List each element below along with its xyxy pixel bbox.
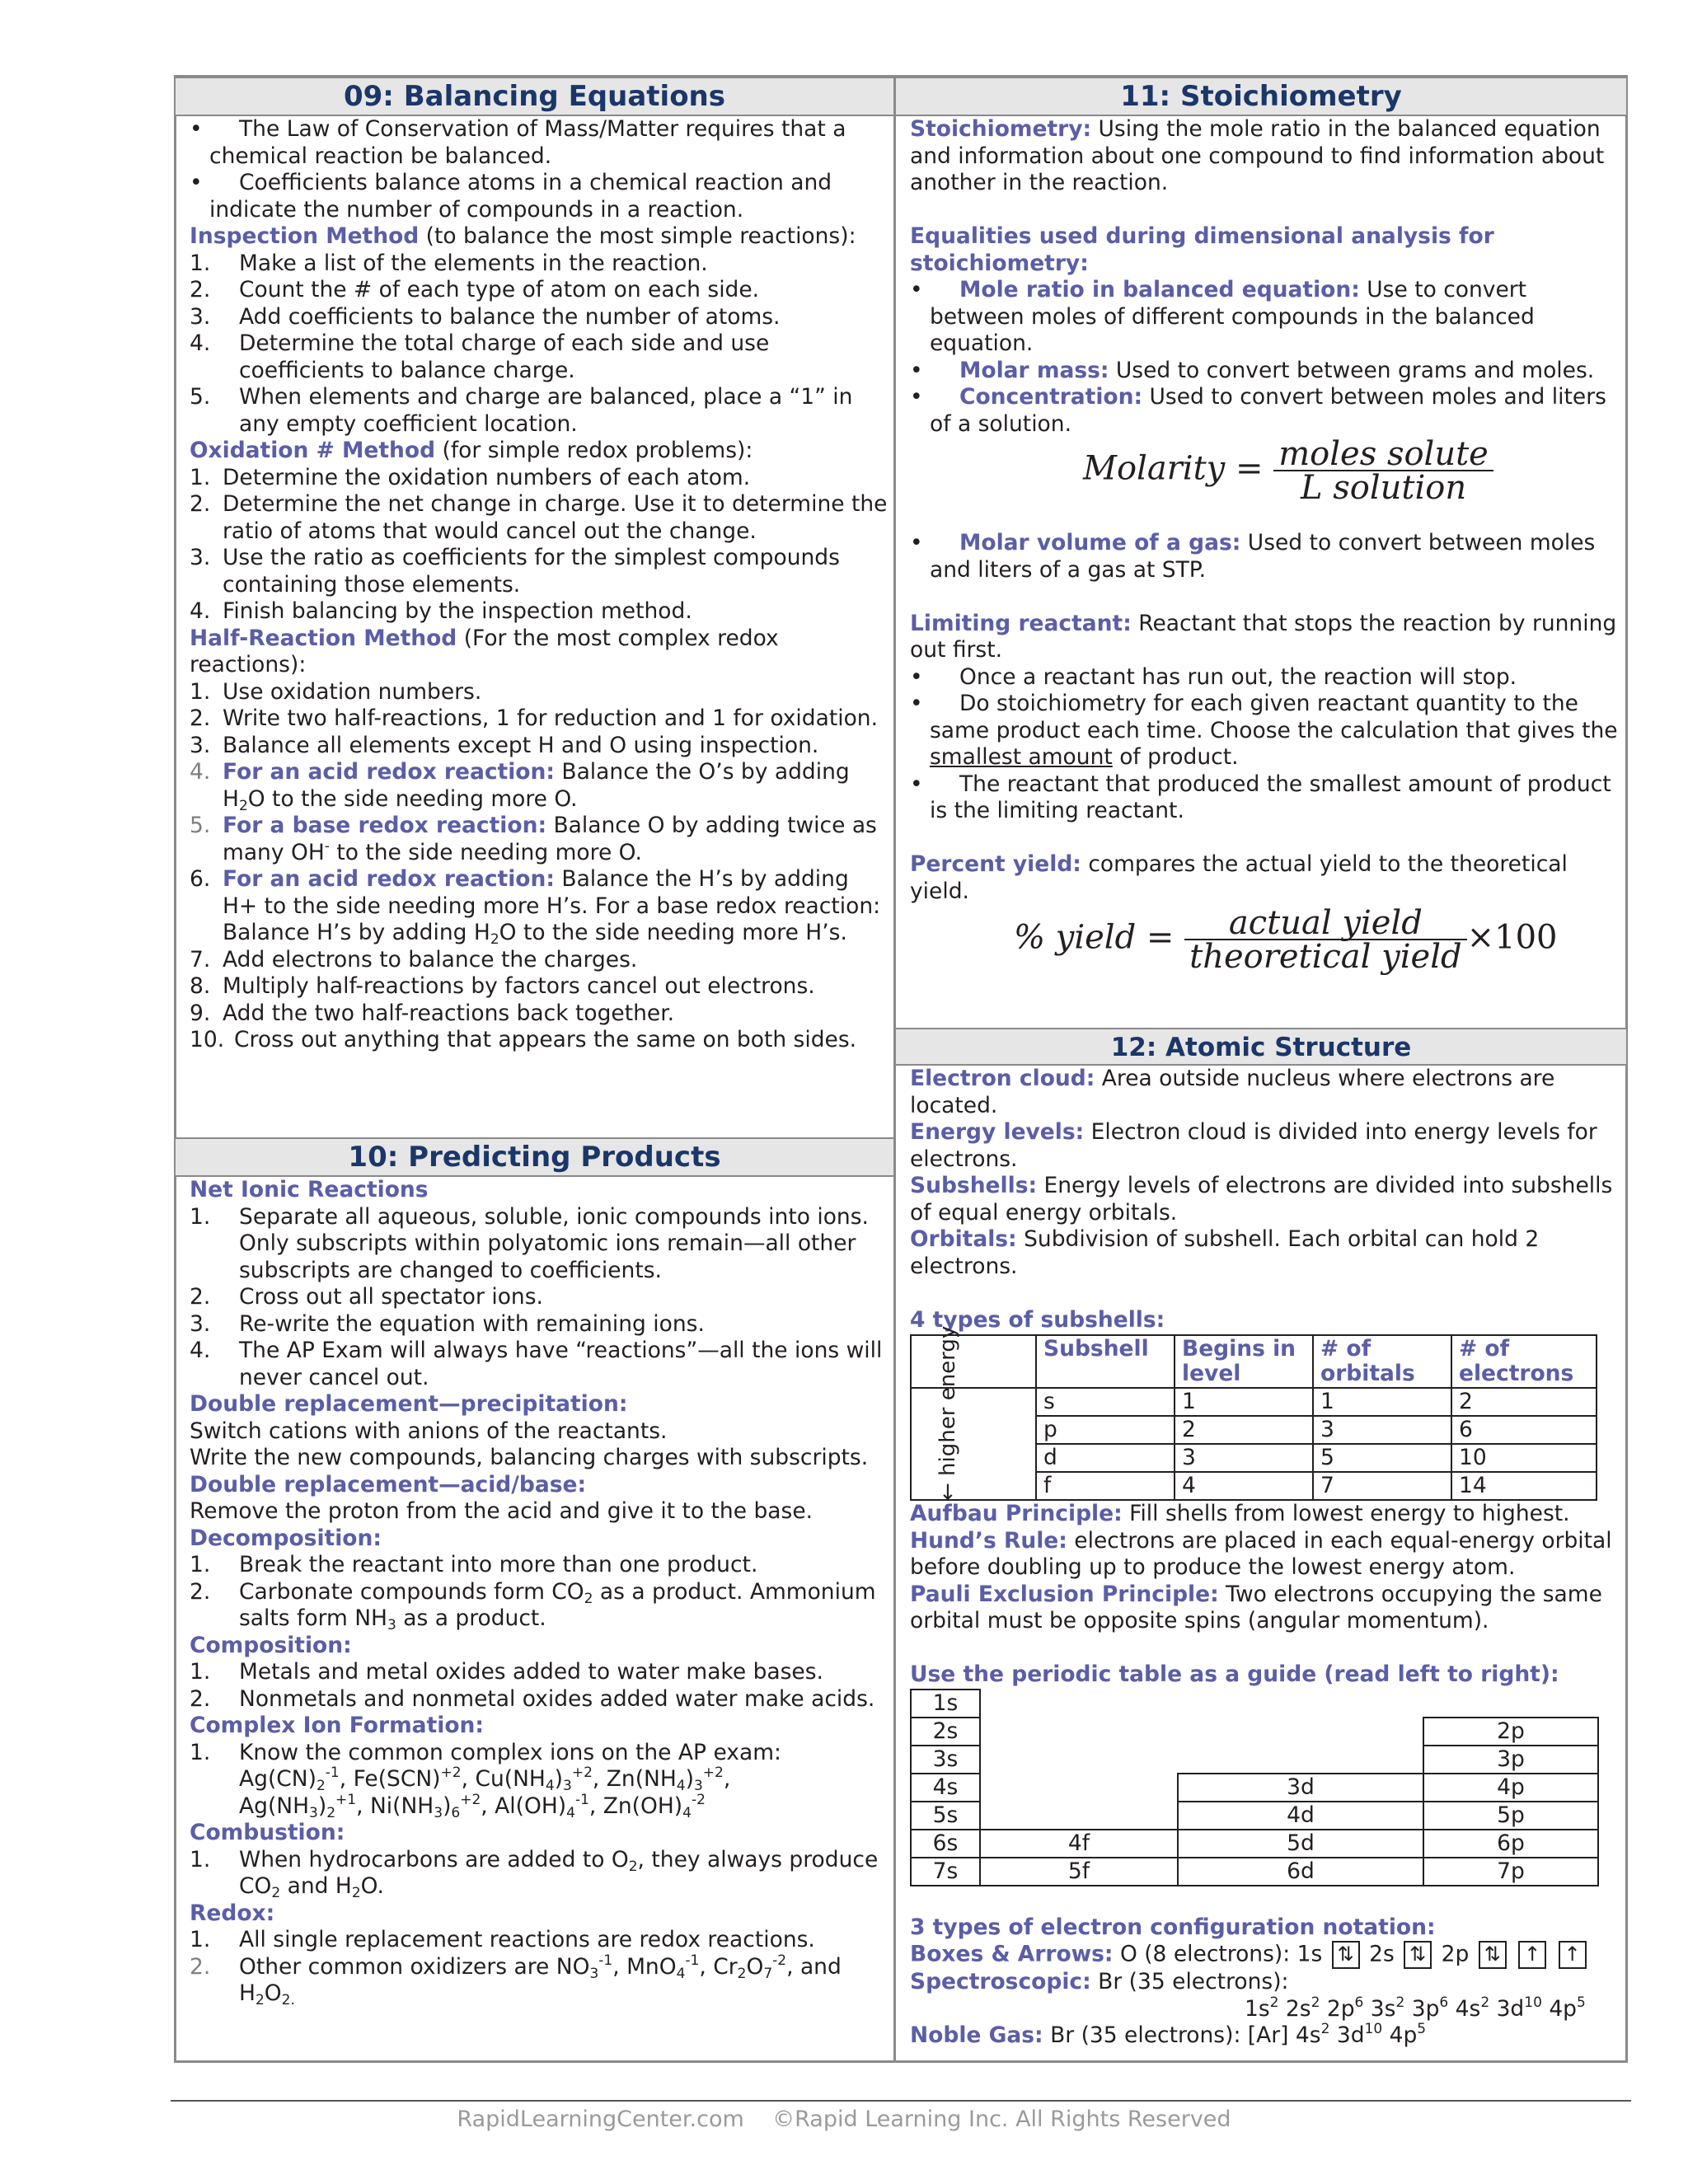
section-10-body — [190, 1177, 890, 2008]
section-11-body — [910, 116, 1620, 1001]
list-item: 2. Other common oxidizers are $NO_3^{-1}$, MnO$_4^{-1}$, $Cr_2O_7^{-2}$, and $H_2O_{2.}$ — [190, 1952, 842, 2008]
noble-gas-line: Noble Gas: Br (35 electrons): [Ar] $4s^2$ $3d^{10}$ $4p^5$ — [910, 2021, 1427, 2048]
list-item: 5. When elements and charge are balanced, place a “1” in any empty coefficient location. — [190, 384, 853, 437]
molarity-equation: Molarity = $\frac{\text{moles solute}}{\text{L solution}}$ — [910, 438, 1620, 530]
orbital-box-icon: ↑ — [1559, 1941, 1587, 1969]
table-row: 3s 3p — [911, 1746, 1598, 1774]
orbital-box-icon: ⇅ — [1404, 1941, 1432, 1969]
bullet-item: • The Law of Conservation of Mass/Matter requires that a chemical reaction be balanced. — [190, 116, 846, 169]
list-item: 2. Nonmetals and nonmetal oxides added water make acids. — [190, 1685, 875, 1712]
bullet-item: • Mole ratio in balanced equation: Use to convert between moles of different compounds in the balanced equation. — [910, 277, 1535, 356]
list-item: 1. Metals and metal oxides added to water make bases. — [190, 1659, 823, 1685]
footer-rule — [171, 2100, 1631, 2102]
bullet-item: • Concentration: Used to convert between moles and liters of a solution. — [910, 384, 1606, 437]
section-09-header — [176, 77, 893, 116]
section-10-title: 10: Predicting Products — [348, 1141, 721, 1174]
list-item: 1. Make a list of the elements in the reaction. — [190, 250, 708, 276]
list-item: 2. Cross out all spectator ions. — [190, 1284, 543, 1310]
pauli-def: Pauli Exclusion Principle: Two electrons occupying the same orbital must be opposite spins (angular momentum). — [910, 1581, 1602, 1633]
electron-cloud-def: Electron cloud: Area outside nucleus where electrons are located. — [910, 1066, 1555, 1118]
periodic-guide-heading: Use the periodic table as a guide (read left to right): — [910, 1661, 1559, 1687]
list-item: 3. Re-write the equation with remaining ions. — [190, 1310, 705, 1337]
combustion-heading: Combustion: — [190, 1820, 345, 1845]
inspection-heading: Inspection Method (to balance the most simple reactions): — [190, 223, 856, 249]
orbital-box-icon: ↑ — [1518, 1941, 1546, 1969]
table-row: 6s 4f 5d 6p — [911, 1830, 1598, 1858]
table-row: d 3 5 10 — [911, 1444, 1597, 1472]
text-line: Switch cations with anions of the reactants. — [190, 1418, 668, 1444]
list-item: 6. For an acid redox reaction: Balance the H’s by adding H+ to the side needing more H’s. For a base redox reaction: Balance H’s by adding $H_2O$ to the side needing more H’s. — [190, 866, 881, 948]
section-12-header — [896, 1028, 1626, 1066]
bullet-item: • Once a reactant has run out, the reaction will stop. — [910, 663, 1517, 690]
complex-ion-formulas: $Ag(CN)_2^{-1}$, Fe(SCN)$^{+2}$, $Cu(NH_4)_3^{+2}$, $Zn(NH_4)_3^{+2}$, $Ag(NH_3)_2^{+1}$, $Ni(NH_3)_6^{+2}$, $Al(OH)_4^{-1}$, $Zn(OH)_4^{-2}$ — [239, 1765, 731, 1821]
list-item: 2. Write two half-reactions, 1 for reduction and 1 for oxidation. — [190, 705, 879, 731]
spectroscopic-config: $1s^2$ $2s^2$ $2p^6$ $3s^2$ $3p^6$ $4s^2$ $3d^{10}$ $4p^5$ — [1245, 1994, 1586, 2022]
footer — [0, 2107, 1688, 2132]
section-09-body — [190, 116, 890, 1054]
list-item: 4. For an acid redox reaction: Balance the O’s by adding $H_2O$ to the side needing more O. — [190, 759, 850, 814]
redox-heading: Redox: — [190, 1900, 275, 1926]
complex-ion-heading: Complex Ion Formation: — [190, 1713, 484, 1738]
list-item: 4. Finish balancing by the inspection method. — [190, 598, 692, 624]
list-item: 5. For a base redox reaction: Balance O by adding twice as many OH- to the side needing more O. — [190, 813, 877, 865]
energy-axis-cell — [911, 1325, 1036, 1501]
oxidation-heading: Oxidation # Method (for simple redox problems): — [190, 438, 753, 463]
list-item: 2. Carbonate compounds form $CO_2$ as a product. Ammonium salts form $NH_3$ as a product. — [190, 1578, 876, 1633]
list-item: 3. Add coefficients to balance the number of atoms. — [190, 303, 781, 330]
text-line: Write the new compounds, balancing charges with subscripts. — [190, 1445, 869, 1470]
footer-site: RapidLearningCenter.com — [457, 2107, 744, 2132]
periodic-guide-table — [910, 1689, 1599, 1886]
list-item: 2. Determine the net change in charge. Use it to determine the ratio of atoms that would cancel out the change. — [190, 491, 888, 544]
section-12-title: 12: Atomic Structure — [1110, 1033, 1412, 1062]
section-12-body — [910, 1066, 1620, 2050]
table-row: 4s 3d 4p — [911, 1774, 1598, 1802]
percent-yield-def: Percent yield: compares the actual yield to the theoretical yield. — [910, 851, 1568, 904]
table-header-row: Subshell Begins in level # of orbitals # of electrons — [911, 1335, 1597, 1388]
limiting-reactant-def: Limiting reactant: Reactant that stops the reaction by running out first. — [910, 610, 1617, 663]
table-row: ← higher energy s 1 1 2 — [911, 1388, 1597, 1416]
bullet-item: • The reactant that produced the smallest amount of product is the limiting reactant. — [910, 771, 1611, 823]
energy-label: higher energy — [935, 1325, 960, 1476]
section-11-title: 11: Stoichiometry — [1120, 80, 1402, 113]
energy-levels-def: Energy levels: Electron cloud is divided into energy levels for electrons. — [910, 1119, 1597, 1172]
orbitals-def: Orbitals: Subdivision of subshell. Each orbital can hold 2 electrons. — [910, 1226, 1540, 1279]
list-item: 3. Use the ratio as coefficients for the simplest compounds containing those elements. — [190, 545, 840, 598]
list-item: 1. Use oxidation numbers. — [190, 678, 482, 705]
list-item: 9. Add the two half-reactions back together. — [190, 1000, 675, 1026]
config-notation-heading: 3 types of electron configuration notation: — [910, 1914, 1436, 1940]
orbital-box-icon: ⇅ — [1479, 1941, 1507, 1969]
text-line: Remove the proton from the acid and give it to the base. — [190, 1498, 814, 1524]
list-item: 1. Separate all aqueous, soluble, ionic compounds into ions. Only subscripts within polyatomic ions remain—all other subscripts are changed to coefficients. — [190, 1203, 869, 1283]
spectroscopic-line: Spectroscopic: Br (35 electrons): — [910, 1969, 1289, 1994]
list-item: 4. Determine the total charge of each side and use coefficients to balance charge. — [190, 330, 770, 383]
table-row: 2s 2p — [911, 1718, 1598, 1746]
precipitation-heading: Double replacement—precipitation: — [190, 1391, 628, 1417]
boxes-arrows-line: Boxes & Arrows: O (8 electrons): 1s ⇅ 2s ⇅ 2p ⇅ ↑ ↑ — [910, 1941, 1620, 1969]
list-item: 7. Add electrons to balance the charges. — [190, 946, 638, 972]
decomposition-heading: Decomposition: — [190, 1525, 382, 1551]
list-item: 1. Know the common complex ions on the AP exam: $Ag(CN)_2^{-1}$, Fe(SCN)$^{+2}$, $Cu(NH_4)_3^{+2}$, $Zn(NH_4)_3^{+2}$, $Ag(NH_3)_2^{+1}$, $Ni(NH_3)_6^{+2}$, $Al(OH)_4^{-1}$, $Zn(OH)_4^{-2}$ — [190, 1739, 781, 1821]
column-divider — [893, 75, 896, 2063]
section-11-header — [896, 77, 1626, 116]
section-10-header — [176, 1137, 893, 1177]
orbital-box-icon: ⇅ — [1332, 1941, 1360, 1969]
aufbau-def: Aufbau Principle: Fill shells from lowest energy to highest. — [910, 1501, 1570, 1526]
bullet-item: • Molar mass: Used to convert between grams and moles. — [910, 357, 1595, 383]
list-item: 1. When hydrocarbons are added to $O_2$, they always produce $CO_2$ and $H_2O$. — [190, 1846, 879, 1901]
bullet-item: • Do stoichiometry for each given reactant quantity to the same product each time. Choose the calculation that gives the smallest amount of product. — [910, 691, 1618, 770]
table-row: 7s 5f 6d 7p — [911, 1858, 1598, 1886]
bullet-item: • Coefficients balance atoms in a chemical reaction and indicate the number of compounds in a reaction. — [190, 170, 832, 223]
list-item: 1. Determine the oxidation numbers of each atom. — [190, 464, 751, 490]
list-item: 1. All single replacement reactions are redox reactions. — [190, 1927, 815, 1952]
section-09-title: 09: Balancing Equations — [343, 80, 726, 113]
stoichiometry-def: Stoichiometry: Using the mole ratio in the balanced equation and information about one compound to find information about another in the reaction. — [910, 116, 1605, 195]
composition-heading: Composition: — [190, 1632, 352, 1658]
table-row: 1s — [911, 1690, 1598, 1718]
table-row: p 2 3 6 — [911, 1416, 1597, 1444]
list-item: 1. Break the reactant into more than one product. — [190, 1552, 758, 1577]
list-item: 3. Balance all elements except H and O using inspection. — [190, 732, 819, 758]
subshell-types-heading: 4 types of subshells: — [910, 1306, 1165, 1333]
bullet-item: • Molar volume of a gas: Used to convert between moles and liters of a gas at STP. — [910, 530, 1596, 583]
list-item: 8. Multiply half-reactions by factors cancel out electrons. — [190, 973, 815, 999]
list-item: 2. Count the # of each type of atom on each side. — [190, 277, 760, 302]
percent-yield-equation: % yield = $\frac{\text{actual yield}}{\text{theoretical yield}}$ ×100 — [1014, 904, 1558, 976]
footer-copyright: ©Rapid Learning Inc. All Rights Reserved — [772, 2107, 1231, 2132]
hund-def: Hund’s Rule: electrons are placed in each equal-energy orbital before doubling up to produce the lowest energy atom. — [910, 1527, 1612, 1580]
table-row: 5s 4d 5p — [911, 1802, 1598, 1830]
acid-base-heading: Double replacement—acid/base: — [190, 1471, 587, 1497]
net-ionic-heading: Net Ionic Reactions — [190, 1177, 429, 1202]
list-item: 4. The AP Exam will always have “reactions”—all the ions will never cancel out. — [190, 1338, 883, 1390]
subshells-def: Subshells: Energy levels of electrons are divided into subshells of equal energy orbitals. — [910, 1173, 1613, 1226]
half-reaction-heading: Half-Reaction Method (For the most complex redox reactions): — [190, 625, 779, 677]
arrow-left-icon: ← — [935, 1483, 960, 1501]
equalities-heading: Equalities used during dimensional analysis for stoichiometry: — [910, 223, 1494, 276]
subshell-table — [910, 1325, 1597, 1501]
list-item: 10. Cross out anything that appears the same on both sides. — [190, 1027, 857, 1052]
table-row: f 4 7 14 — [911, 1472, 1597, 1500]
